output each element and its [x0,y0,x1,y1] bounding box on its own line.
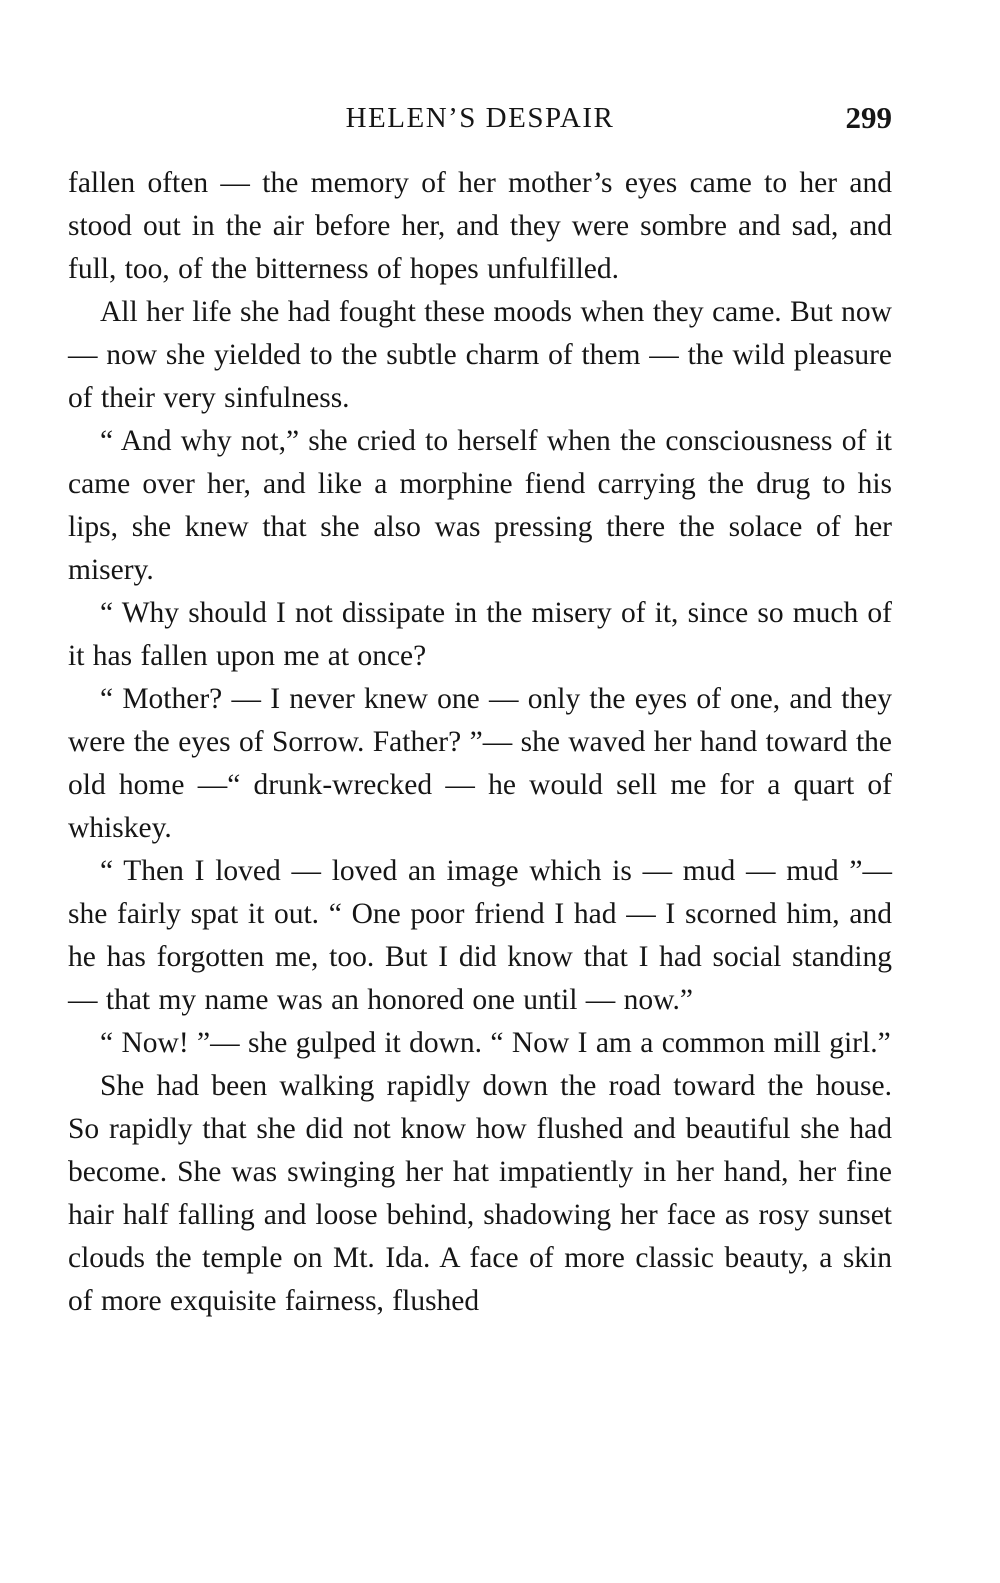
page-header [68,98,892,138]
paragraph: “ Then I loved — loved an image which is — mud — mud ”— she fairly spat it out. “ One poor friend I had — I scorned him, and he has forgotten me, too. But I did know that I had social standing — that my name was an honored one until — now.” [68,855,892,1016]
paragraph: fallen often — the memory of her mother’s eyes came to her and stood out in the air before her, and they were sombre and sad, and full, too, of the bitterness of hopes unfulfilled. [68,167,892,285]
paragraph: “ Mother? — I never knew one — only the eyes of one, and they were the eyes of Sorrow. Father? ”— she waved her hand toward the old home —“ drunk-wrecked — he would sell me for a quart of whiskey. [68,683,892,844]
paragraph: All her life she had fought these moods when they came. But now — now she yielded to the subtle charm of them — the wild pleasure of their very sinfulness. [68,296,892,414]
paragraph: “ Now! ”— she gulped it down. “ Now I am a common mill girl.” [100,1027,891,1059]
running-title: HELEN’S DESPAIR [345,102,615,134]
body-text [68,162,892,1323]
paragraph: “ And why not,” she cried to herself when the consciousness of it came over her, and like a morphine fiend carrying the drug to his lips, she knew that she also was pressing there the solace of her misery. [68,425,892,586]
paragraph: “ Why should I not dissipate in the misery of it, since so much of it has fallen upon me at once? [68,597,892,672]
paragraph: She had been walking rapidly down the road toward the house. So rapidly that she did not know how flushed and beautiful she had become. She was swinging her hat impatiently in her hand, her fine hair half falling and loose behind, shadowing her face as rosy sunset clouds the temple on Mt. Ida. A face of more classic beauty, a skin of more exquisite fairness, flushed [68,1070,892,1317]
book-page [68,0,892,1583]
page-number: 299 [845,100,892,135]
